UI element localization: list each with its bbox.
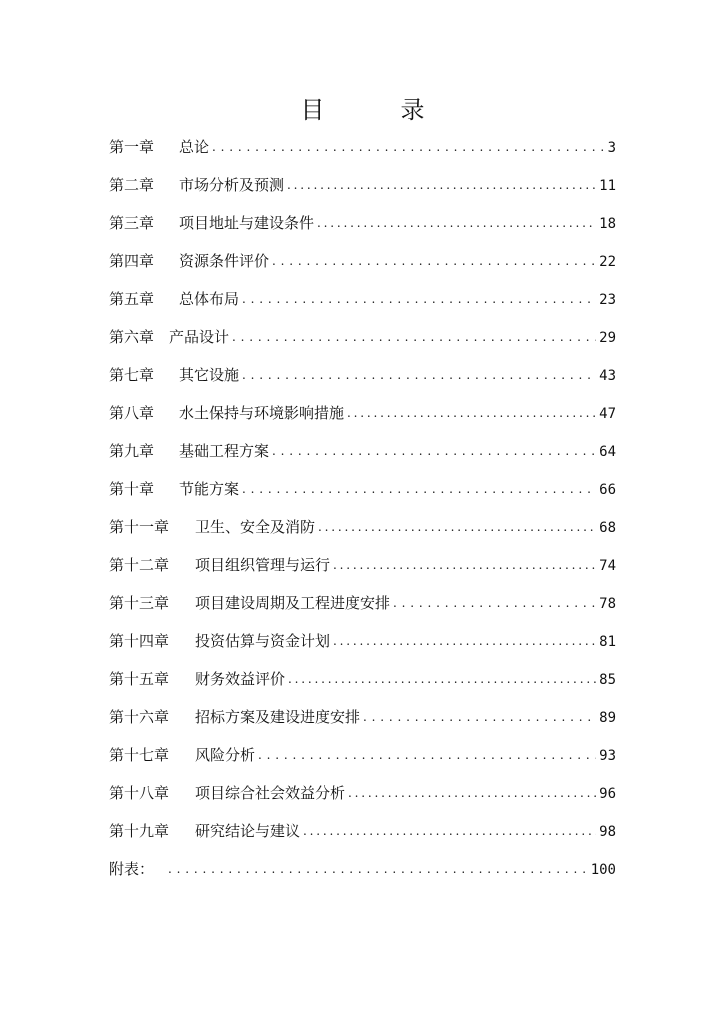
toc-entry — [109, 592, 616, 630]
toc-chapter-label: 第六章 — [109, 328, 155, 346]
toc-page-number: 85 — [599, 672, 616, 688]
toc-entry — [109, 288, 616, 326]
toc-chapter-label: 第九章 — [109, 442, 155, 460]
toc-list — [109, 136, 616, 896]
toc-chapter-label: 第十二章 — [109, 556, 170, 574]
toc-page-number: 22 — [599, 254, 616, 270]
toc-entry — [109, 706, 616, 744]
toc-entry-title: 产品设计 — [169, 328, 230, 346]
toc-page-number: 81 — [599, 634, 616, 650]
toc-page-number: 29 — [599, 330, 616, 346]
toc-entry-title: 项目建设周期及工程进度安排 — [195, 594, 391, 612]
toc-entry-title: 投资估算与资金计划 — [195, 632, 331, 650]
toc-chapter-label: 第十三章 — [109, 594, 170, 612]
toc-page-number: 23 — [599, 292, 616, 308]
toc-entry-title: 市场分析及预测 — [179, 176, 285, 194]
toc-entry — [109, 744, 616, 782]
toc-entry-title: 项目地址与建设条件 — [179, 214, 315, 232]
toc-entry — [109, 174, 616, 212]
toc-leader-dots — [272, 441, 596, 459]
toc-entry — [109, 212, 616, 250]
toc-entry-title: 水土保持与环境影响措施 — [179, 404, 345, 422]
toc-chapter-label: 第四章 — [109, 252, 155, 270]
toc-leader-dots — [363, 707, 596, 725]
toc-chapter-label: 第八章 — [109, 404, 155, 422]
toc-entry-title: 风险分析 — [195, 746, 256, 764]
toc-chapter-label: 第十八章 — [109, 784, 170, 802]
toc-leader-dots — [168, 859, 588, 877]
toc-chapter-label: 第三章 — [109, 214, 155, 232]
toc-entry — [109, 630, 616, 668]
toc-chapter-label: 第十七章 — [109, 746, 170, 764]
toc-leader-dots — [348, 783, 596, 801]
toc-leader-dots — [333, 555, 596, 573]
toc-entry — [109, 440, 616, 478]
toc-entry-title: 节能方案 — [179, 480, 240, 498]
toc-leader-dots — [318, 517, 596, 535]
toc-leader-dots — [212, 137, 605, 155]
toc-entry — [109, 478, 616, 516]
toc-leader-dots — [242, 289, 596, 307]
toc-entry-title: 基础工程方案 — [179, 442, 270, 460]
toc-chapter-label: 第十六章 — [109, 708, 170, 726]
toc-leader-dots — [317, 213, 596, 231]
toc-page-number: 66 — [599, 482, 616, 498]
toc-entry-title: 研究结论与建议 — [195, 822, 301, 840]
toc-leader-dots — [347, 403, 596, 421]
toc-chapter-label: 第十四章 — [109, 632, 170, 650]
toc-chapter-label: 第一章 — [109, 138, 155, 156]
toc-entry-title: 招标方案及建设进度安排 — [195, 708, 361, 726]
toc-leader-dots — [272, 251, 596, 269]
toc-page-number: 96 — [599, 786, 616, 802]
toc-page-number: 78 — [599, 596, 616, 612]
toc-entry — [109, 820, 616, 858]
toc-entry-title: 财务效益评价 — [195, 670, 286, 688]
toc-chapter-label: 第十五章 — [109, 670, 170, 688]
toc-page-number: 18 — [599, 216, 616, 232]
toc-leader-dots — [333, 631, 596, 649]
toc-page-number: 93 — [599, 748, 616, 764]
toc-entry-title: 卫生、安全及消防 — [195, 518, 316, 536]
toc-page-number: 68 — [599, 520, 616, 536]
toc-chapter-label: 第二章 — [109, 176, 155, 194]
toc-leader-dots — [242, 479, 596, 497]
toc-chapter-label: 第十章 — [109, 480, 155, 498]
toc-leader-dots — [288, 669, 596, 687]
toc-page-number: 64 — [599, 444, 616, 460]
toc-entry-title: 项目组织管理与运行 — [195, 556, 331, 574]
toc-entry-title: 其它设施 — [179, 366, 240, 384]
toc-chapter-label: 第十一章 — [109, 518, 170, 536]
toc-entry — [109, 402, 616, 440]
toc-leader-dots — [287, 175, 596, 193]
toc-page-number: 100 — [590, 862, 616, 878]
toc-chapter-label: 第十九章 — [109, 822, 170, 840]
toc-entry — [109, 250, 616, 288]
toc-page-number: 11 — [599, 178, 616, 194]
toc-entry — [109, 668, 616, 706]
toc-chapter-label: 第五章 — [109, 290, 155, 308]
toc-entry-title: 项目综合社会效益分析 — [195, 784, 346, 802]
toc-entry-title: 总体布局 — [179, 290, 240, 308]
toc-entry — [109, 326, 616, 364]
toc-entry-title: 资源条件评价 — [179, 252, 270, 270]
toc-leader-dots — [303, 821, 596, 839]
toc-entry — [109, 782, 616, 820]
toc-page-number: 3 — [607, 140, 616, 156]
toc-leader-dots — [242, 365, 596, 383]
toc-leader-dots — [258, 745, 596, 763]
toc-page-number: 43 — [599, 368, 616, 384]
toc-entry-title: 总论 — [179, 138, 210, 156]
toc-entry — [109, 516, 616, 554]
toc-entry — [109, 554, 616, 592]
toc-heading: 目 录 — [300, 96, 451, 124]
toc-chapter-label: 附表： — [109, 860, 155, 878]
toc-chapter-label: 第七章 — [109, 366, 155, 384]
toc-page-number: 74 — [599, 558, 616, 574]
toc-page-number: 47 — [599, 406, 616, 422]
toc-entry — [109, 136, 616, 174]
toc-entry — [109, 858, 616, 896]
toc-leader-dots — [232, 327, 596, 345]
toc-page-number: 98 — [599, 824, 616, 840]
toc-leader-dots — [393, 593, 596, 611]
toc-page-number: 89 — [599, 710, 616, 726]
toc-entry — [109, 364, 616, 402]
